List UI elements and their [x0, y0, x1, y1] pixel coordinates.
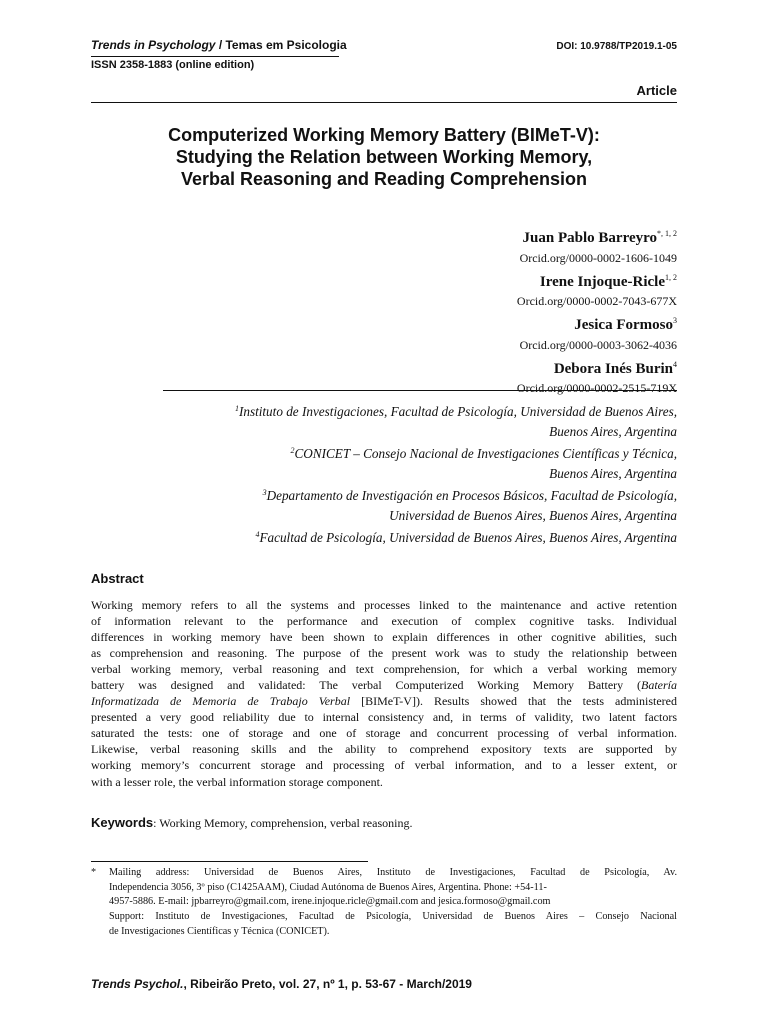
- keywords-label: Keywords: [91, 815, 154, 830]
- abstract-body: [91, 597, 677, 790]
- abstract-line: verbal working memory, verbal reasoning and text comprehension, for which a verbal working memory: [91, 662, 677, 677]
- affiliation-line: Buenos Aires, Argentina: [549, 465, 677, 481]
- author-name: Jesica Formoso$^3$: [574, 316, 677, 333]
- author-affiliation-marker: 1, 2: [665, 272, 677, 282]
- footnote-line: Support: Instituto de Investigaciones, Facultad de Psicología, Universidad de Buenos Aires – Consejo Nacional: [109, 911, 677, 923]
- title-line: Computerized Working Memory Battery (BIMeT-V):: [168, 125, 600, 145]
- abstract-heading: Abstract: [91, 571, 144, 586]
- affiliation-line: $^2$CONICET – Consejo Nacional de Investigaciones Científicas y Técnica,: [290, 446, 677, 461]
- abstract-line: presented a very good reliability due to internal consistency and, in terms of validity, two latent factors: [91, 710, 677, 725]
- author-orcid[interactable]: Orcid.org/0000-0002-1606-1049: [519, 250, 677, 265]
- author-list: [517, 224, 677, 398]
- page-footer-citation: [91, 977, 472, 991]
- author-name: Juan Pablo Barreyro$^{*, 1, 2}$: [522, 229, 677, 246]
- doi: DOI: 10.9788/TP2019.1-05: [556, 41, 677, 52]
- footnote-line: 4957-5886. E-mail: jpbarreyro@gmail.com, irene.injoque.ricle@gmail.com and jesica.formoso@gmail.com: [109, 896, 551, 908]
- journal-title: [91, 38, 347, 52]
- author-affiliation-marker: 3: [673, 316, 677, 325]
- footnote-line: Mailing address: Universidad de Buenos Aires, Instituto de Investigaciones, Facultad de Psicología, Av.: [109, 867, 677, 878]
- abstract-italic-term: Informatizada de Memoria de Trabajo Verbal: [91, 694, 351, 709]
- title-line: Verbal Reasoning and Reading Comprehension: [180, 169, 588, 189]
- author-name: Irene Injoque-Ricle$^{1, 2}$: [539, 272, 677, 290]
- abstract-line: of information relevant to the performance and execution of complex cognitive tasks. Individual: [91, 614, 677, 629]
- affiliation-line: Buenos Aires, Argentina: [549, 423, 677, 439]
- authors-divider: [163, 390, 677, 391]
- author-affiliation-marker: 4: [673, 359, 677, 369]
- affiliation-line: Universidad de Buenos Aires, Buenos Aires, Argentina: [389, 507, 677, 523]
- footer-citation: , Ribeirão Preto, vol. 27, nº 1, p. 53-67 - March/2019: [183, 977, 472, 991]
- affiliation-line: $^1$Instituto de Investigaciones, Facultad de Psicología, Universidad de Buenos Aires,: [234, 404, 677, 419]
- affiliation-line: $^3$Departamento de Investigación en Procesos Básicos, Facultad de Psicología,: [262, 488, 677, 503]
- footnote-line: de Investigaciones Científicas y Técnica (CONICET).: [109, 925, 330, 937]
- footer-journal-abbrev: Trends Psychol.: [91, 977, 184, 991]
- author-affiliation-marker: *, 1, 2: [657, 229, 677, 238]
- abstract-line: saturated the tests: one of storage and one of storage and concurrent processing of verbal information.: [91, 726, 677, 741]
- author-orcid[interactable]: Orcid.org/0000-0003-3062-4036: [519, 337, 677, 352]
- footnote-line: Independencia 3056, 3º piso (C1425AAM), Ciudad Autónoma de Buenos Aires, Argentina. Phone: +54-11-: [109, 881, 547, 893]
- abstract-line: as comprehension and reasoning. The purpose of the present work was to study the relationship between: [91, 646, 677, 661]
- abstract-line: working memory’s concurrent storage and processing of verbal information, and to a lesser extent, or: [91, 758, 677, 773]
- header-divider: [91, 102, 677, 103]
- affiliation-line: $^4$Facultad de Psicología, Universidad de Buenos Aires, Buenos Aires, Argentina: [255, 530, 677, 545]
- footnote-marker: *: [91, 867, 97, 878]
- abstract-line: Informatizada de Memoria de Trabajo Verbal [BIMeT-V]). Results showed that the tests administered: [91, 694, 677, 709]
- abstract-line: differences in working memory have been shown to explain differences in other cognitive abilities, such: [91, 630, 677, 645]
- author-orcid[interactable]: Orcid.org/0000-0002-2515-719X: [516, 381, 677, 395]
- title-line: Studying the Relation between Working Memory,: [175, 147, 593, 167]
- journal-subtitle: / Temas em Psicologia: [218, 38, 347, 52]
- footnote-divider: [91, 861, 368, 862]
- footnote-text: [109, 866, 677, 940]
- journal-name: Trends in Psychology: [91, 38, 216, 52]
- author-name: Debora Inés Burin$^4$: [553, 359, 677, 377]
- abstract-line: Likewise, verbal reasoning skills and the ability to comprehend expository texts are supported by: [91, 742, 677, 757]
- keywords-text: : Working Memory, comprehension, verbal reasoning.: [153, 816, 413, 830]
- abstract-line: Working memory refers to all the systems and processes linked to the maintenance and active retention: [91, 598, 677, 612]
- author-orcid[interactable]: Orcid.org/0000-0002-7043-677X: [516, 294, 677, 308]
- article-type-label: Article: [636, 83, 677, 98]
- affiliation-list: [235, 399, 677, 548]
- paper-title: [91, 124, 677, 190]
- keywords: [91, 815, 412, 831]
- issn: ISSN 2358-1883 (online edition): [91, 59, 255, 71]
- abstract-line: battery was designed and validated: The verbal Computerized Working Memory Battery (Batería: [91, 678, 677, 693]
- abstract-italic-term: Batería: [641, 678, 677, 693]
- abstract-line: with a lesser role, the verbal information storage component.: [91, 774, 383, 789]
- journal-title-rule: [91, 56, 339, 57]
